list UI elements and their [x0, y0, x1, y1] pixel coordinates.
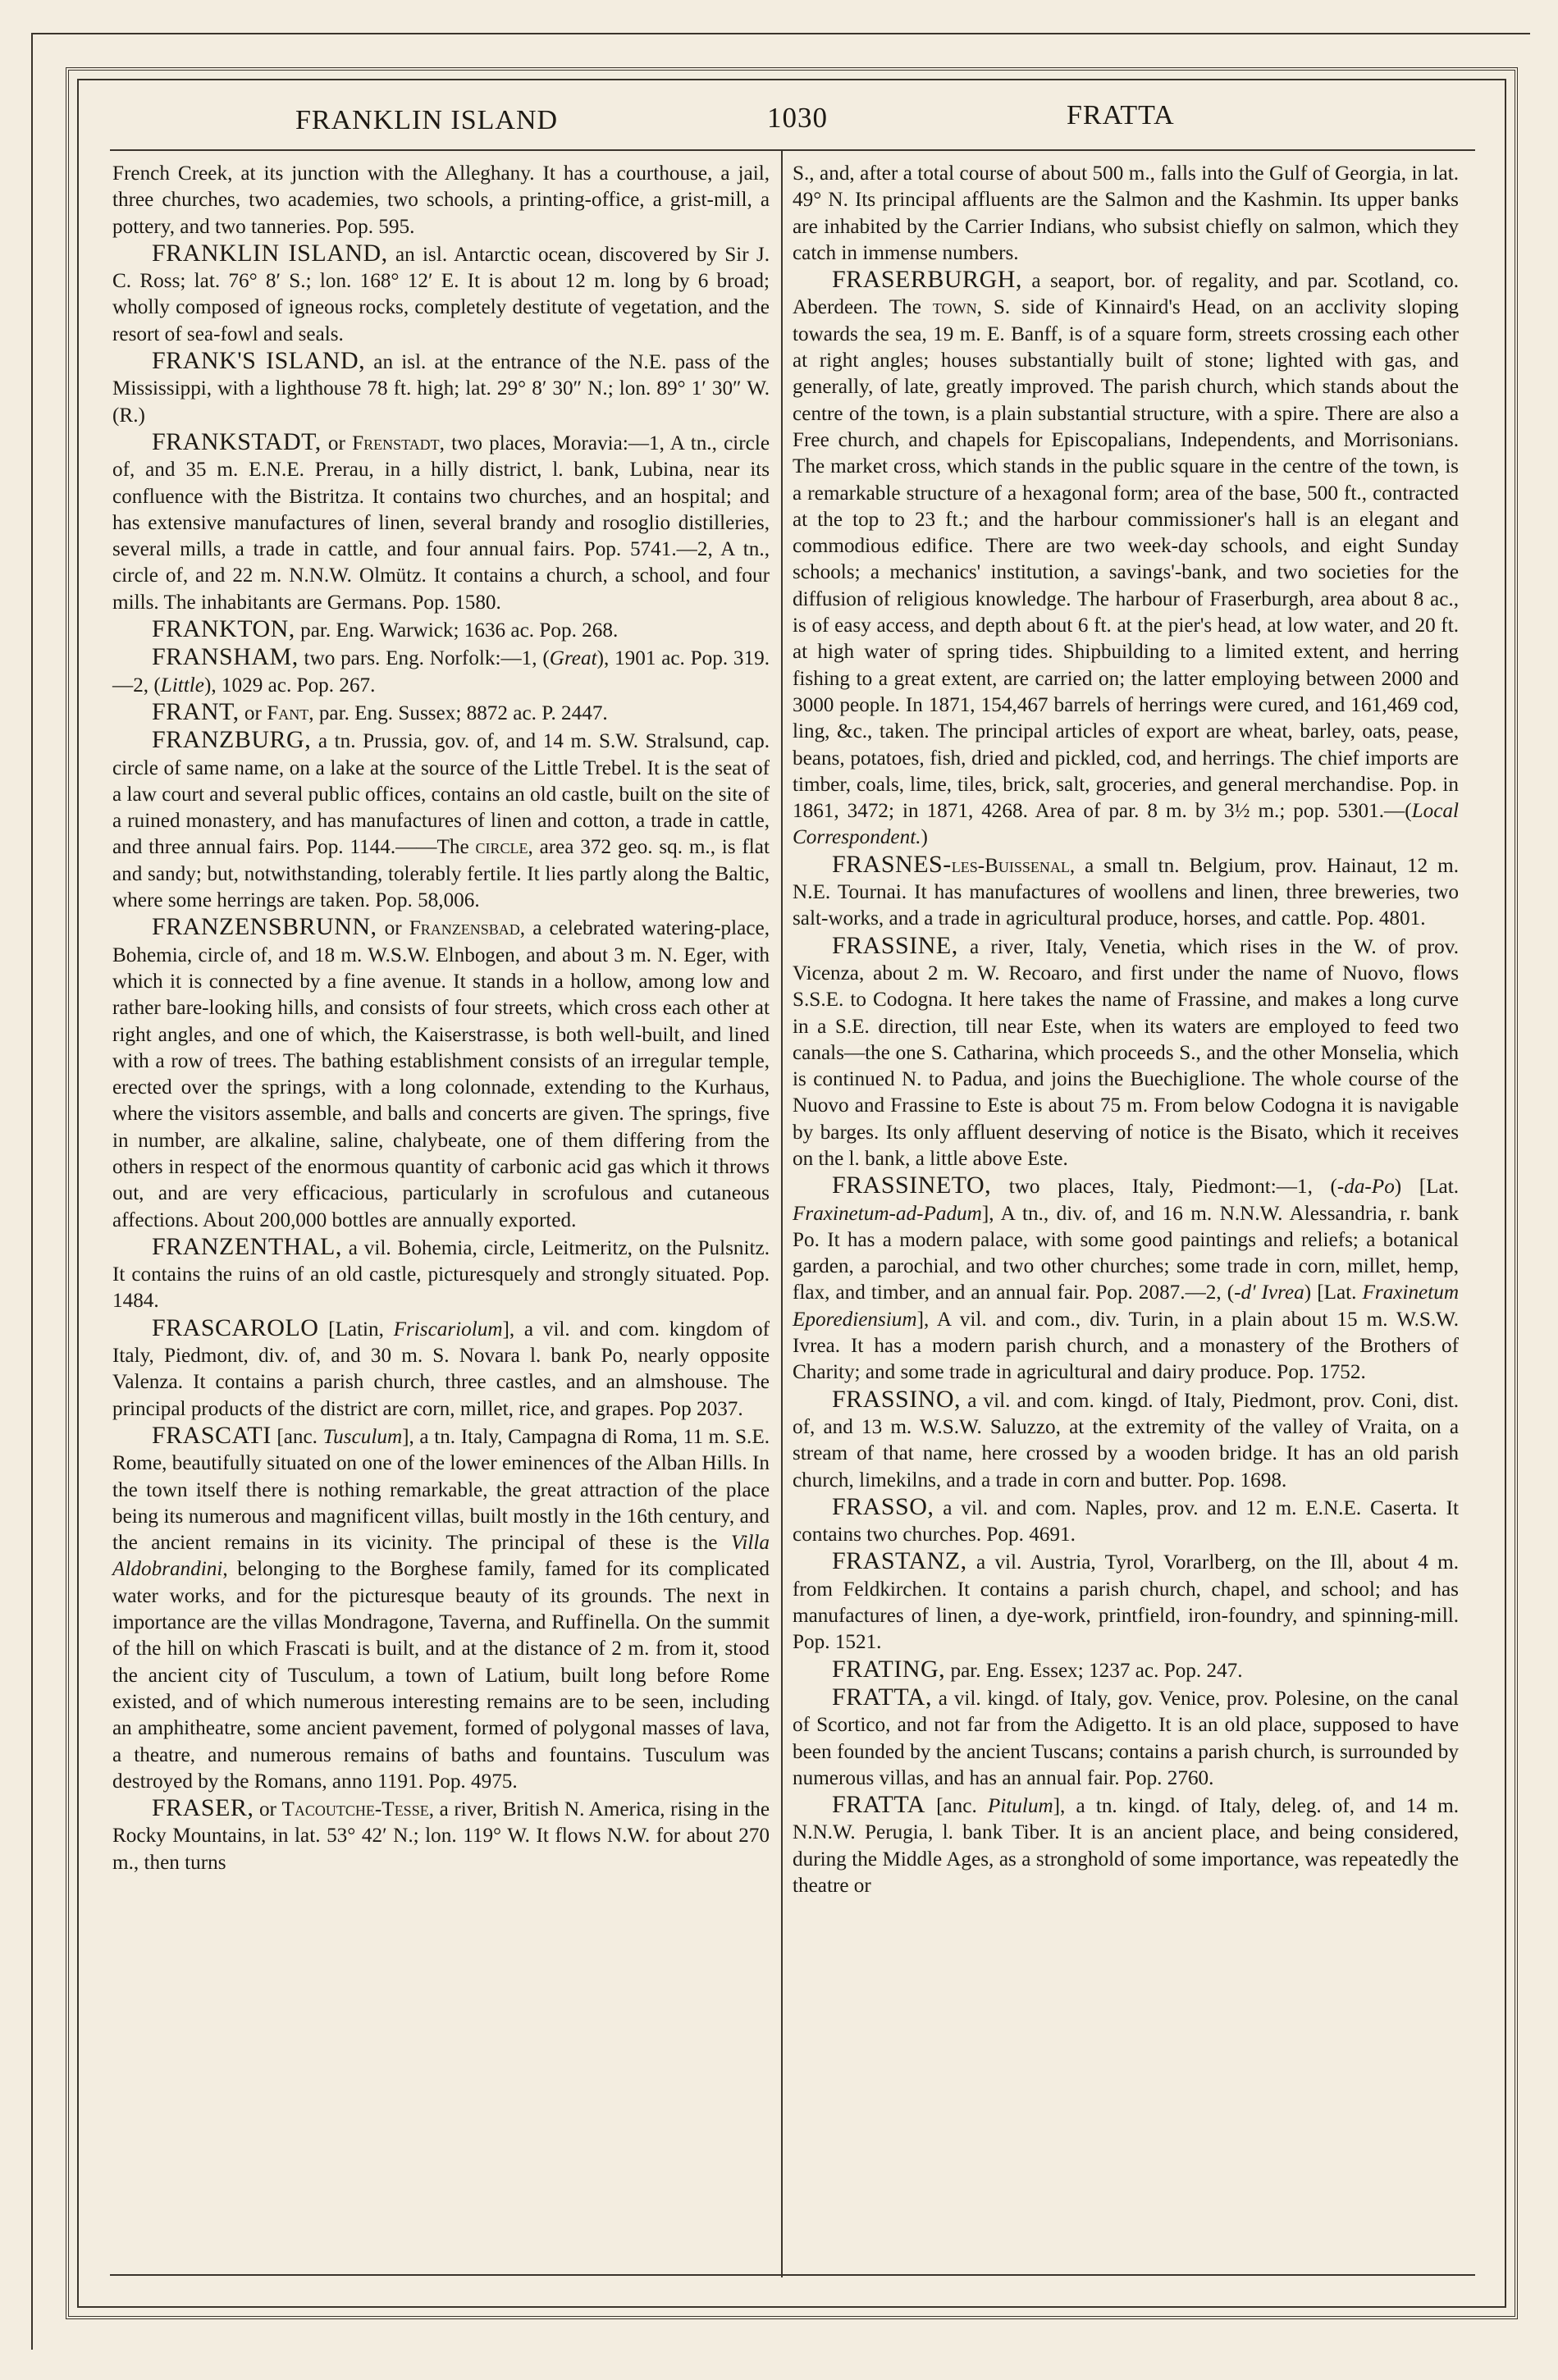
entry-fratta-perugia: FRATTA [anc. Pitulum], a tn. kingd. of Italy, deleg. of, and 14 m. N.N.W. Perugia, l. bank Tiber. It is an ancient place, and being considered, during the Middle Ages, as a stronghold of some importance, was repeatedly the theatre or — [793, 1791, 1459, 1897]
header-right-catchword: FRATTA — [1067, 100, 1175, 130]
column-divider — [781, 149, 783, 2277]
entry-fransham: FRANSHAM, two pars. Eng. Norfolk:—1, (Great), 1901 ac. Pop. 319.—2, (Little), 1029 ac. Pop. 267. — [112, 643, 770, 697]
entry-frassine: FRASSINE, a river, Italy, Venetia, which rises in the W. of prov. Vicenza, about 2 m. W. Recoaro, and first under the name of Nuovo, flows S.S.E. to Codogna. It here takes the name of Frassine, and makes a long curve in a S.E. direction, till near Este, when its waters are employed to feed two canals—the one S. Catharina, which proceeds S., and the other Monselia, which is continued N. to Padua, and joins the Buechiglione. The whole course of the Nuovo and Frassine to Este is about 75 m. From below Codogna it is navigable by barges. Its only affluent deserving of notice is the Bisato, which it receives on the l. bank, a little above Este. — [793, 931, 1459, 1170]
bottom-rule — [110, 2274, 1475, 2276]
entry-fratta-polesine: FRATTA, a vil. kingd. of Italy, gov. Venice, prov. Polesine, on the canal of Scortico, and not far from the Adigetto. It is an old place, supposed to have been founded by the ancient Tuscans; contains a parish church, is surrounded by numerous villas, and has an annual fair. Pop. 2760. — [793, 1683, 1459, 1789]
entry-frassino: FRASSINO, a vil. and com. kingd. of Italy, Piedmont, prov. Coni, dist. of, and 13 m. W.S.W. Saluzzo, at the extremity of the valley of Vraita, on a stream of that name, here crossed by a wooden bridge. It has an old parish church, limekilns, and a trade in corn and butter. Pop. 1698. — [793, 1385, 1459, 1491]
entry-franzenthal: FRANZENTHAL, a vil. Bohemia, circle, Leitmeritz, on the Pulsnitz. It contains the ruins of an old castle, picturesquely and strongly situated. Pop. 1484. — [112, 1232, 770, 1313]
entry-franklin-island: FRANKLIN ISLAND, an isl. Antarctic ocean, discovered by Sir J. C. Ross; lat. 76° 8′ S.; lon. 168° 12′ E. It is about 12 m. long by 6 broad; wholly composed of igneous rocks, completely destitute of vegetation, and the resort of sea-fowl and seals. — [112, 239, 770, 345]
entry-frant: FRANT, or Fant, par. Eng. Sussex; 8872 ac. P. 2447. — [152, 697, 608, 725]
running-header — [107, 100, 1469, 141]
entry-frankton: FRANKTON, par. Eng. Warwick; 1636 ac. Pop. 268. — [152, 615, 619, 643]
entry-franzensbrunn: FRANZENSBRUNN, or Franzensbad, a celebrated watering-place, Bohemia, circle of, and 18 m. W.S.W. Elnbogen, and about 3 m. N. Eger, with which it is connected by a fine avenue. It stands in a hollow, among low and rather bare-looking hills, and consists of four streets, which cross each other at right angles, and one of which, the Kaiserstrasse, is both well-built, and lined with a row of trees. The bathing establishment consists of an irregular temple, erected over the springs, with a long colonnade, extending to the Kurhaus, where the visitors assemble, and balls and concerts are given. The springs, five in number, are alkaline, saline, chalybeate, one of them differing from the others in respect of the enormous quantity of carbonic acid gas which it throws out, and are very efficacious, particularly in scrofulous and cutaneous affections. About 200,000 bottles are annually exported. — [112, 913, 770, 1231]
header-left-catchword: FRANKLIN ISLAND — [295, 105, 559, 135]
entry-frastanz: FRASTANZ, a vil. Austria, Tyrol, Vorarlberg, on the Ill, about 4 m. from Feldkirchen. It contains a parish church, chapel, and school; and has manufactures of linen, a dye-work, printfield, iron-foundry, and spinning-mill. Pop. 1521. — [793, 1547, 1459, 1654]
entry-frasnes: FRASNES-les-Buissenal, a small tn. Belgium, prov. Hainaut, 12 m. N.E. Tournai. It has manufactures of woollens and linen, three breweries, two salt-works, and a trade in agricultural produce, horses, and cattle. Pop. 4801. — [793, 850, 1459, 930]
entry-frassineto: FRASSINETO, two places, Italy, Piedmont:—1, (-da-Po) [Lat. Fraxinetum-ad-Padum], A tn., div. of, and 16 m. N.N.W. Alessandria, r. bank Po. It has a modern palace, with some good paintings and reliefs; a botanical garden, a parochial, and two other churches; some trade in corn, millet, hemp, flax, and timber, and an annual fair. Pop. 2087.—2, (-d' Ivrea) [Lat. Fraxinetum Eporediensium], A vil. and com., div. Turin, in a plain about 15 m. W.S.W. Ivrea. It has a modern parish church, and a monastery of the Brothers of Charity; and some trade in agricultural and dairy produce. Pop. 1752. — [793, 1172, 1460, 1384]
entry-frascati: FRASCATI [anc. Tusculum], a tn. Italy, Campagna di Roma, 11 m. S.E. Rome, beautifully situated on one of the lower eminences of the Alban Hills. In the town itself there is nothing remarkable, the great attraction of the place being its numerous and magnificent villas, built mostly in the 16th century, and the ancient remains in its vicinity. The principal of these is the Villa Aldobrandini, belonging to the Borghese family, famed for its complicated water works, and for the picturesque beauty of its grounds. The next in importance are the villas Mondragone, Taverna, and Ruffinella. On the summit of the hill on which Frascati is built, and at the distance of 2 m. from it, stood the ancient city of Tusculum, a town of Latium, built long before Rome existed, and of which numerous interesting remains are to be seen, including an amphitheatre, some ancient pavement, formed of polygonal masses of lava, a theatre, and numerous remains of baths and fountains. Tusculum was destroyed by the Romans, anno 1191. Pop. 4975. — [112, 1421, 770, 1793]
left-column — [112, 161, 770, 1876]
entry-frascarolo: FRASCAROLO [Latin, Friscariolum], a vil. and com. kingdom of Italy, Piedmont, div. of, and 30 m. S. Novara l. bank Po, nearly opposite Valenza. It contains a parish church, three castles, and an almshouse. The principal products of the district are corn, millet, rice, and grapes. Pop 2037. — [112, 1313, 770, 1420]
entry-frating: FRATING, par. Eng. Essex; 1237 ac. Pop. 247. — [832, 1655, 1243, 1683]
entry-continuation: S., and, after a total course of about 500 m., falls into the Gulf of Georgia, in lat. 49° N. Its principal affluents are the Salmon and the Kashmin. Its upper banks are inhabited by the Carrier Indians, who subsist chiefly on salmon, which they catch in immense numbers. — [793, 162, 1459, 264]
entry-franks-island: FRANK'S ISLAND, an isl. at the entrance of the N.E. pass of the Mississippi, with a lighthouse 78 ft. high; lat. 29° 8′ 30″ N.; lon. 89° 1′ 30″ W. (R.) — [112, 347, 770, 427]
entry-frasso: FRASSO, a vil. and com. Naples, prov. and 12 m. E.N.E. Caserta. It contains two churches. Pop. 4691. — [793, 1492, 1459, 1546]
entry-fraserburgh: FRASERBURGH, a seaport, bor. of regality, and par. Scotland, co. Aberdeen. The town, S. side of Kinnaird's Head, on an acclivity sloping towards the sea, 19 m. E. Banff, is of a square form, streets crossing each other at right angles; houses substantially built of stone; lighted with gas, and generally, of late, greatly improved. The parish church, which stands about the centre of the town, is a plain substantial structure, with a spire. There are also a Free church, and chapels for Episcopalians, Independents, and Morrisonians. The market cross, which stands in the public square in the centre of the town, is a remarkable structure of a hexagonal form; area of the base, 500 ft., contracted at the top to 23 ft.; and the harbour commissioner's hall is an elegant and commodious edifice. There are two week-day schools, and eight Sunday schools; a mechanics' institution, a savings'-bank, and two societies for the diffusion of religious knowledge. The harbour of Fraserburgh, area about 8 ac., is of easy access, and depth about 6 ft. at the pier's head, at low water, and 20 ft. at high water of spring tides. Shipbuilding to a limited extent, and herring fishing to a great extent, are carried on; the latter employing between 2000 and 3000 people. In 1871, 154,467 barrels of herrings were cured, and 161,469 cod, ling, &c., taken. The principal articles of export are wheat, barley, oats, pease, beans, potatoes, fish, dried and pickled, cod, and herrings. The chief imports are timber, coals, lime, tiles, brick, salt, groceries, and general merchandise. Pop. in 1861, 3472; in 1871, 4268. Area of par. 8 m. by 3½ m.; pop. 5301.—(Local Correspondent.) — [793, 266, 1459, 849]
entry-fraser: FRASER, or Tacoutche-Tesse, a river, British N. America, rising in the Rocky Mountains, in lat. 53° 42′ N.; lon. 119° W. It flows N.W. for about 270 m., then turns — [112, 1794, 770, 1874]
right-column — [793, 161, 1459, 1899]
header-rule — [110, 149, 1475, 151]
entry-continuation: French Creek, at its junction with the Alleghany. It has a courthouse, a jail, three churches, two academies, two schools, a printing-office, a grist-mill, a pottery, and two tanneries. Pop. 595. — [112, 162, 770, 238]
entry-franzburg: FRANZBURG, a tn. Prussia, gov. of, and 14 m. S.W. Stralsund, cap. circle of same name, on a lake at the source of the Little Trebel. It is the seat of a law court and several public offices, contains an old castle, built on the site of a ruined monastery, and has manufactures of linen and cotton, a trade in cattle, and three annual fairs. Pop. 1144.——The circle, area 372 geo. sq. m., is flat and sandy; but, notwithstanding, tolerably fertile. It lies partly along the Baltic, where some herrings are taken. Pop. 58,006. — [112, 726, 770, 912]
page-number: 1030 — [767, 102, 828, 134]
entry-frankstadt: FRANKSTADT, or Frenstadt, two places, Moravia:—1, A tn., circle of, and 35 m. E.N.E. Prerau, in a hilly district, l. bank, Lubina, near its confluence with the Bistritza. It contains two churches, and an hospital; and has extensive manufactures of linen, several brandy and rosoglio distilleries, several mills, a trade in cattle, and four annual fairs. Pop. 5741.—2, A tn., circle of, and 22 m. N.N.W. Olmütz. It contains a church, a school, and four mills. The inhabitants are Germans. Pop. 1580. — [112, 427, 770, 614]
